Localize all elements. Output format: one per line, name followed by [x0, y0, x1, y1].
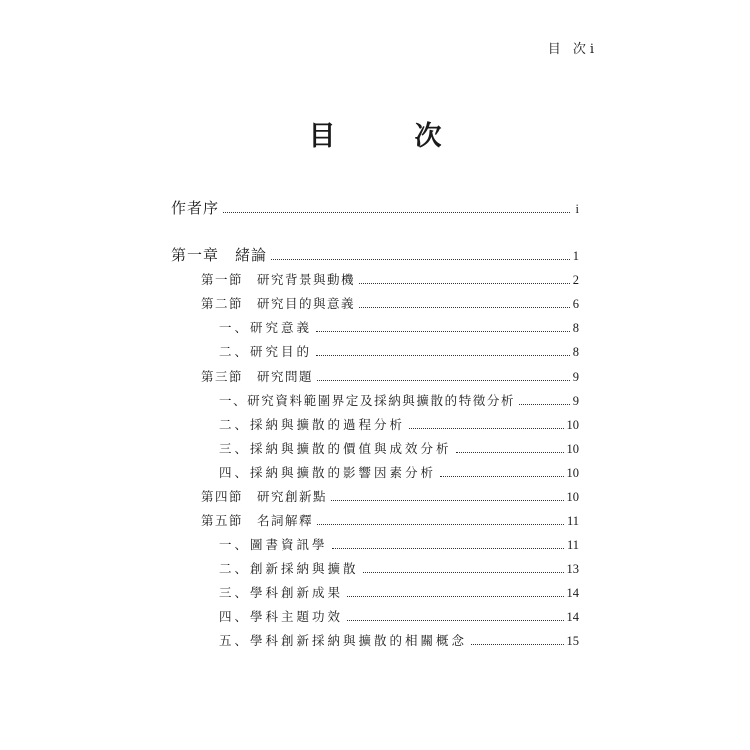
toc-entry-label: 三、採納與擴散的價值與成效分析: [219, 441, 452, 456]
toc-entry-page: 6: [572, 297, 579, 311]
toc-entry-page: 11: [566, 538, 579, 552]
toc-entry-label: 二、創新採納與擴散: [219, 561, 359, 576]
toc-entry-subsection: [219, 342, 579, 362]
toc-entry-page: 2: [572, 273, 579, 287]
toc-entry-page: i: [575, 202, 579, 216]
toc-entry-subsection: [219, 607, 579, 627]
toc-leader-dots: [317, 380, 570, 381]
toc-entry-label: 第一節 研究背景與動機: [201, 272, 356, 287]
toc-entry-subsection: [219, 583, 579, 603]
toc-leader-dots: [363, 572, 564, 573]
toc-entry-subsection: [219, 631, 579, 651]
toc-entry-section: [201, 367, 579, 387]
toc-entry-subsection: [219, 535, 579, 555]
toc-leader-dots: [332, 548, 564, 549]
toc-entry-page: 10: [566, 442, 579, 456]
toc-leader-dots: [271, 259, 570, 260]
toc-leader-dots: [331, 500, 563, 501]
toc-leader-dots: [440, 476, 563, 477]
toc-entry-subsection: [219, 559, 579, 579]
toc-leader-dots: [223, 212, 570, 213]
toc-entry-label: 三、學科創新成果: [219, 585, 344, 600]
toc-entry-label: 第一章 緒論: [171, 246, 268, 264]
toc-entry-label: 二、採納與擴散的過程分析: [219, 417, 406, 432]
toc-leader-dots: [409, 428, 563, 429]
toc-entry-label: 第三節 研究問題: [201, 369, 314, 384]
toc-entry-page: 1: [572, 249, 579, 263]
toc-entry-label: 一、圖書資訊學: [219, 537, 328, 552]
toc-entry-section: [201, 294, 579, 314]
toc-entry-label: 一、研究資料範圍界定及採納與擴散的特徵分析: [219, 393, 516, 408]
toc-entry-label: 二、研究目的: [219, 344, 313, 359]
page-title: 目 次: [308, 121, 468, 152]
toc-entry-section: [201, 270, 579, 290]
toc-leader-dots: [317, 524, 564, 525]
toc-entry-page: 9: [572, 370, 579, 384]
toc-entry-page: 15: [566, 634, 579, 648]
toc-entry-preface: [171, 198, 579, 218]
toc-entry-page: 14: [566, 586, 579, 600]
toc-entry-page: 13: [566, 562, 579, 576]
toc-leader-dots: [456, 452, 564, 453]
toc-leader-dots: [347, 620, 563, 621]
toc-leader-dots: [347, 596, 563, 597]
toc-entry-section: [201, 487, 579, 507]
toc-leader-dots: [359, 283, 570, 284]
toc-entry-chapter-1: [171, 245, 579, 265]
toc-entry-page: 11: [566, 514, 579, 528]
toc-entry-section: [201, 511, 579, 531]
toc-leader-dots: [359, 307, 570, 308]
toc-leader-dots: [316, 355, 570, 356]
toc-entry-label: 四、學科主題功效: [219, 609, 344, 624]
toc-entry-page: 8: [572, 345, 579, 359]
toc-entry-label: 第四節 研究創新點: [201, 489, 328, 504]
toc-leader-dots: [316, 331, 570, 332]
toc-entry-subsection: [219, 463, 579, 483]
toc-entry-subsection: [219, 318, 579, 338]
running-header: 目 次i: [547, 42, 598, 57]
toc-entry-label: 第二節 研究目的與意義: [201, 296, 356, 311]
toc-entry-label: 四、採納與擴散的影響因素分析: [219, 465, 437, 480]
toc-entry-subsection: [219, 439, 579, 459]
toc-entry-page: 9: [572, 394, 579, 408]
toc-leader-dots: [471, 644, 563, 645]
toc-entry-subsection: [219, 391, 579, 411]
toc-entry-page: 10: [566, 466, 579, 480]
toc-entry-page: 14: [566, 610, 579, 624]
toc-entry-label: 第五節 名詞解釋: [201, 513, 314, 528]
toc-entry-page: 8: [572, 321, 579, 335]
toc-entry-label: 一、研究意義: [219, 320, 313, 335]
toc-entry-label: 作者序: [171, 199, 220, 217]
toc-entry-subsection: [219, 415, 579, 435]
toc-entry-page: 10: [566, 418, 579, 432]
toc-entry-page: 10: [566, 490, 579, 504]
toc-leader-dots: [519, 404, 570, 405]
toc-entry-label: 五、學科創新採納與擴散的相關概念: [219, 633, 468, 648]
